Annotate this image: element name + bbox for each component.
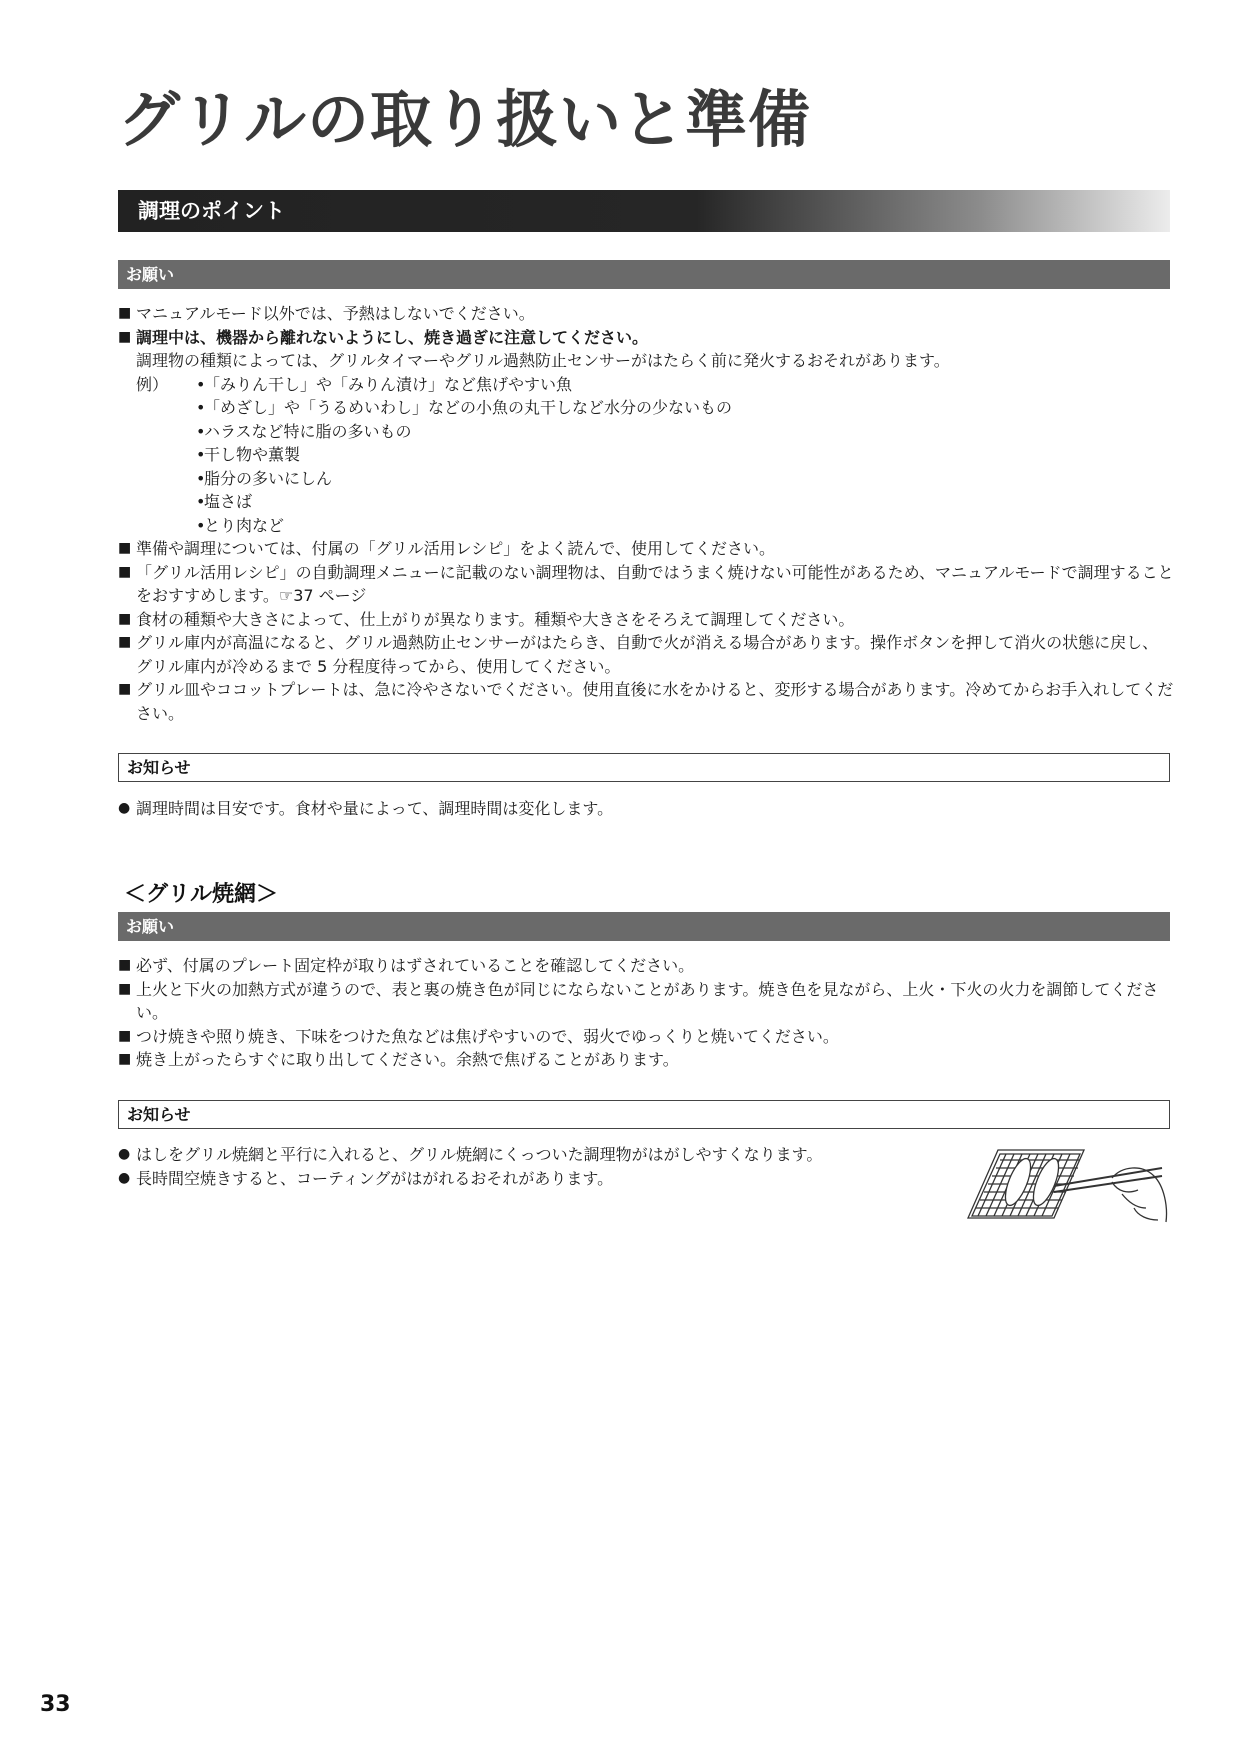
square-bullet: ■: [118, 681, 132, 697]
example-item: • 「めざし」や「うるめいわし」などの小魚の丸干しなど水分の少ないもの: [196, 398, 733, 417]
list-item: ■ 上火と下火の加熱方式が違うので、表と裏の焼き色が同じにならないことがあります。焼き色を見ながら、上火・下火の火力を調節してください。: [118, 979, 1159, 1022]
section-header-cooking-points: 調理のポイント: [118, 190, 1170, 232]
oshirase-label: お知らせ: [118, 753, 1170, 782]
square-bullet: ■: [118, 957, 132, 973]
circle-bullet: ●: [118, 800, 131, 816]
list-item: ■ 焼き上がったらすぐに取り出してください。余熱で焦げることがあります。: [118, 1048, 1174, 1072]
list-item: ■ 「グリル活用レシピ」の自動調理メニューに記載のない調理物は、自動ではうまく焼けない可能性があるため、マニュアルモードで調理することをおすすめします。☞37 ページ: [118, 562, 1174, 605]
bold-item-detail: 調理物の種類によっては、グリルタイマーやグリル過熱防止センサーがはたらく前に発火するおそれがあります。: [136, 351, 950, 370]
list-item: ■ 必ず、付属のプレート固定枠が取りはずされていることを確認してください。: [118, 954, 1174, 978]
grill-net-subtitle: ＜グリル焼網＞: [124, 882, 279, 907]
oshirase-list: [118, 797, 1174, 821]
square-bullet: ■: [118, 563, 132, 580]
list-item: ■ グリル庫内が高温になると、グリル過熱防止センサーがはたらき、自動で火が消える場合があります。操作ボタンを押して消火の状態に戻し、グリル庫内が冷めるまで 5 分程度待ってから、使用してください。: [118, 633, 1159, 676]
square-bullet: ■: [118, 980, 132, 997]
list-item: ■ つけ焼きや照り焼き、下味をつけた魚などは焦げやすいので、弱火でゆっくりと焼いてください。: [118, 1025, 1174, 1049]
grill-net-with-chopsticks-illustration: [962, 1146, 1174, 1226]
grill-net-oshirase-list: [118, 1143, 938, 1190]
oshirase-label: お知らせ: [118, 1100, 1170, 1129]
circle-bullet: ●: [118, 1146, 131, 1162]
page-number: 33: [40, 1692, 71, 1717]
example-label: 例）: [136, 374, 169, 394]
list-item-important: ■ 調理中は、機器から離れないようにし、焼き過ぎに注意してください。: [118, 326, 1174, 350]
grill-net-onegai-list: [118, 954, 1174, 1072]
list-item: ■ グリル皿やココットプレートは、急に冷やさないでください。使用直後に水をかけると、変形する場合があります。冷めてからお手入れしてください。: [118, 680, 1174, 723]
onegai-list: [118, 302, 1174, 725]
circle-bullet: ●: [118, 1169, 131, 1186]
list-item: ■ マニュアルモード以外では、予熱はしないでください。: [118, 302, 1174, 326]
example-item: • ハラスなど特に脂の多いもの: [196, 421, 412, 441]
square-bullet: ■: [118, 1051, 132, 1067]
square-bullet: ■: [118, 328, 132, 345]
example-item: • 干し物や薫製: [196, 445, 301, 464]
list-item: ■ 準備や調理については、付属の「グリル活用レシピ」をよく読んで、使用してください。: [118, 537, 1174, 561]
example-item: • 「みりん干し」や「みりん漬け」など焦げやすい魚: [196, 374, 573, 394]
page-title: グリルの取り扱いと準備: [118, 83, 812, 156]
list-item: ■ 食材の種類や大きさによって、仕上がりが異なります。種類や大きさをそろえて調理してください。: [118, 608, 1174, 632]
example-item: • 塩さば: [196, 492, 253, 511]
square-bullet: ■: [118, 305, 132, 321]
example-item: • とり肉など: [196, 515, 285, 535]
square-bullet: ■: [118, 540, 132, 556]
note-item: ● 調理時間は目安です。食材や量によって、調理時間は変化します。: [118, 797, 1174, 821]
onegai-label: お願い: [118, 912, 1170, 941]
note-item: ● 長時間空焼きすると、コーティングがはがれるおそれがあります。: [118, 1167, 938, 1191]
example-list: [118, 373, 1174, 538]
onegai-label: お願い: [118, 260, 1170, 289]
square-bullet: ■: [118, 610, 132, 627]
square-bullet: ■: [118, 634, 132, 650]
example-item: • 脂分の多いにしん: [196, 468, 333, 488]
note-item: ● はしをグリル焼網と平行に入れると、グリル焼網にくっついた調理物がはがしやすくなります。: [118, 1143, 938, 1167]
square-bullet: ■: [118, 1027, 132, 1044]
